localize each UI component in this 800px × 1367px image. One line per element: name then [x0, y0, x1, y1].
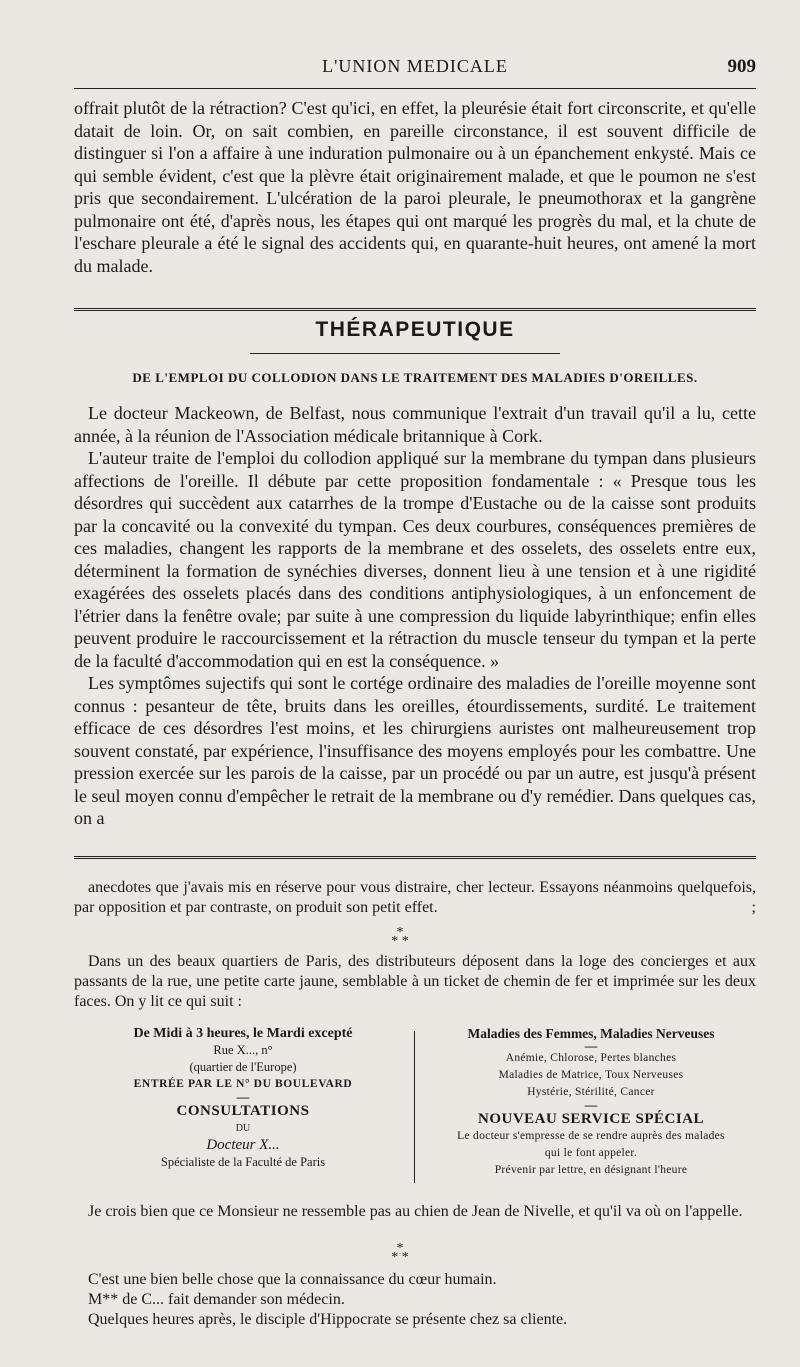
card-dash: — — [584, 1098, 598, 1112]
asterism: * * * — [391, 925, 409, 949]
feuilleton-opening — [74, 878, 756, 918]
feuilleton-line: Quelques heures après, le disciple d'Hippocrate se présente chez sa cliente. — [88, 1311, 568, 1328]
card-conditions: Anémie, Chlorose, Pertes blanches — [505, 1052, 677, 1064]
card-address: Rue X..., n° — [213, 1043, 273, 1057]
running-header — [74, 52, 756, 82]
card-quarter: (quartier de l'Europe) — [189, 1060, 297, 1074]
article-title: DE L'EMPLOI DU COLLODION DANS LE TRAITEMENT DES MALADIES D'OREILLES. — [132, 370, 698, 385]
feuilleton-closing — [74, 1270, 756, 1330]
asterism: * * * — [391, 1241, 409, 1265]
journal-title: L'UNION MEDICALE — [322, 56, 508, 76]
card-dash: — — [584, 1039, 598, 1053]
feuilleton-paragraph — [74, 878, 756, 918]
feuilleton-para3 — [74, 1202, 756, 1222]
header-rule — [74, 88, 756, 89]
section-short-rule — [250, 353, 560, 354]
card-entrance: ENTRÉE PAR LE N° DU BOULEVARD — [133, 1078, 353, 1090]
card-conditions: Hystérie, Stérilité, Cancer — [527, 1086, 655, 1098]
feuilleton-para2 — [74, 952, 756, 1012]
article-body — [74, 402, 756, 830]
card-instructions: Prévenir par lettre, en désignant l'heure — [494, 1164, 688, 1176]
intro-text — [74, 97, 756, 277]
feuilleton-opening-text: anecdotes que j'avais mis en réserve pour vous distraire, cher lecteur. Essayons néanmoins quelquefois, par opposition et par contraste, on produit son petit effet. — [74, 879, 756, 916]
card-left-face — [84, 1025, 402, 1171]
card-home-visits: qui le font appeler. — [544, 1147, 638, 1159]
card-dash: — — [236, 1090, 250, 1104]
card-new-service: NOUVEAU SERVICE SPÉCIAL — [477, 1111, 704, 1127]
card-consultations: CONSULTATIONS — [176, 1103, 310, 1119]
card-divider — [414, 1031, 415, 1183]
feuilleton-opening-trail: ; — [751, 899, 756, 916]
card-du: DU — [235, 1123, 251, 1134]
section-heading: THÉRAPEUTIQUE — [315, 318, 515, 341]
feuilleton-paragraph: Je crois bien que ce Monsieur ne ressemble pas au chien de Jean de Nivelle, et qu'il va où on l'appelle. — [88, 1203, 743, 1220]
feuilleton-line: C'est une bien belle chose que la connaissance du cœur humain. — [88, 1271, 497, 1288]
card-home-visits: Le docteur s'empresse de se rendre auprès des malades — [457, 1130, 725, 1142]
card-right-face — [426, 1025, 756, 1179]
card-hours: De Midi à 3 heures, le Mardi excepté — [133, 1026, 353, 1041]
article-paragraph: L'auteur traite de l'emploi du collodion appliqué sur la membrane du tympan dans plusieurs affections de l'oreille. Il débute par cette proposition fondamentale : « Presque tous les désordres qui succèdent aux catarrhes de la trompe d'Eustache ou de la caisse sont produits par la concavité ou la convexité du tympan. Ces deux courbures, conséquences premières de ces maladies, changent les rapports de la membrane et des osselets, des osselets entre eux, déterminent la formation de synéchies diverses, donnent lieu à une tension et à une rigidité exagérées des osselets placés dans des conditions antiphysiologiques, à un enfoncement de l'étrier dans la fenêtre ovale; par suite à une compression du liquide labyrinthique; enfin elles peuvent produire le raccourcissement et la rétraction du muscle tenseur du tympan et la perte de la faculté d'accommodation qui en est la conséquence. » — [74, 448, 756, 671]
feuilleton-rule — [74, 856, 756, 859]
feuilleton-line: M** de C... fait demander son médecin. — [88, 1291, 345, 1308]
article-paragraph: Le docteur Mackeown, de Belfast, nous communique l'extrait d'un travail qu'il a lu, cette année, à la réunion de l'Association médicale britannique à Cork. — [74, 403, 756, 446]
page-number: 909 — [727, 56, 756, 77]
intro-paragraph: offrait plutôt de la rétraction? C'est qu'ici, en effet, la pleurésie était fort circonscrite, et qu'elle datait de loin. Or, on sait combien, en pareille circonstance, il est souvent difficile de distinguer si l'on a affaire à une induration pulmonaire ou à un épanchement enkysté. Mais ce qui semble évident, c'est que la plèvre était originairement malade, et que le poumon ne s'est pris que secondairement. L'ulcération de la paroi pleurale, le pneumothorax et la gangrène pulmonaire ont été, d'après nous, les étapes qui ont marqué les progrès du mal, et la chute de l'eschare pleurale a été le signal des accidents qui, en quarante-huit heures, ont amené la mort du malade. — [74, 98, 756, 276]
card-conditions: Maladies de Matrice, Toux Nerveuses — [498, 1069, 684, 1081]
doctor-card — [84, 1025, 756, 1190]
card-doctor: Docteur X... — [206, 1137, 280, 1153]
article-paragraph: Les symptômes sujectifs qui sont le cortége ordinaire des maladies de l'oreille moyenne sont connus : pesanteur de tête, bruits dans les oreilles, étourdissements, surdité. Le traitement efficace de ces désordres l'est moins, et les chirurgiens auristes ont malheureusement trop souvent constaté, par expérience, l'insuffisance des moyens employés pour les combattre. Une pression exercée sur les parois de la caisse, par un procédé ou par un autre, est jusqu'à présent le seul moyen connu d'empêcher le retrait de la membrane ou d'y remédier. Dans quelques cas, on a — [74, 673, 756, 828]
card-specialist: Spécialiste de la Faculté de Paris — [160, 1155, 326, 1169]
feuilleton-paragraph: Dans un des beaux quartiers de Paris, des distributeurs déposent dans la loge des concierges et aux passants de la rue, une petite carte jaune, semblable à un ticket de chemin de fer et imprimée sur les deux faces. On y lit ce qui suit : — [74, 953, 756, 1010]
card-specialties: Maladies des Femmes, Maladies Nerveuses — [467, 1026, 715, 1041]
section-rule — [74, 308, 756, 311]
